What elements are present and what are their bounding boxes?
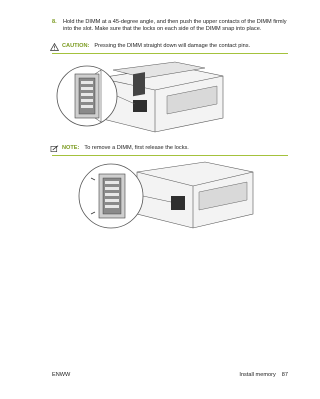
caution-label: CAUTION: xyxy=(62,43,90,49)
footer-section: Install memory xyxy=(239,372,276,378)
note-text: To remove a DIMM, first release the locks. xyxy=(84,145,189,151)
caution-callout xyxy=(52,43,288,54)
footer-left: ENWW xyxy=(52,372,71,378)
step-text: Hold the DIMM at a 45-degree angle, and then push the upper contacts of the DIMM firmly into the slot. Make sure that the locks on each side of the DIMM snap into place. xyxy=(63,19,287,33)
caution-text: Pressing the DIMM straight down will damage the contact pins. xyxy=(94,43,251,49)
note-pencil-icon xyxy=(50,145,59,153)
dimm-release-illustration xyxy=(75,158,255,238)
note-callout xyxy=(52,145,288,156)
page-number: 87 xyxy=(281,372,288,378)
note-label: NOTE: xyxy=(62,145,80,151)
footer-right xyxy=(239,372,288,378)
dimm-install-illustration xyxy=(55,60,225,142)
step-8 xyxy=(52,19,288,34)
warning-triangle-icon xyxy=(50,43,59,51)
step-number: 8. xyxy=(52,19,57,25)
